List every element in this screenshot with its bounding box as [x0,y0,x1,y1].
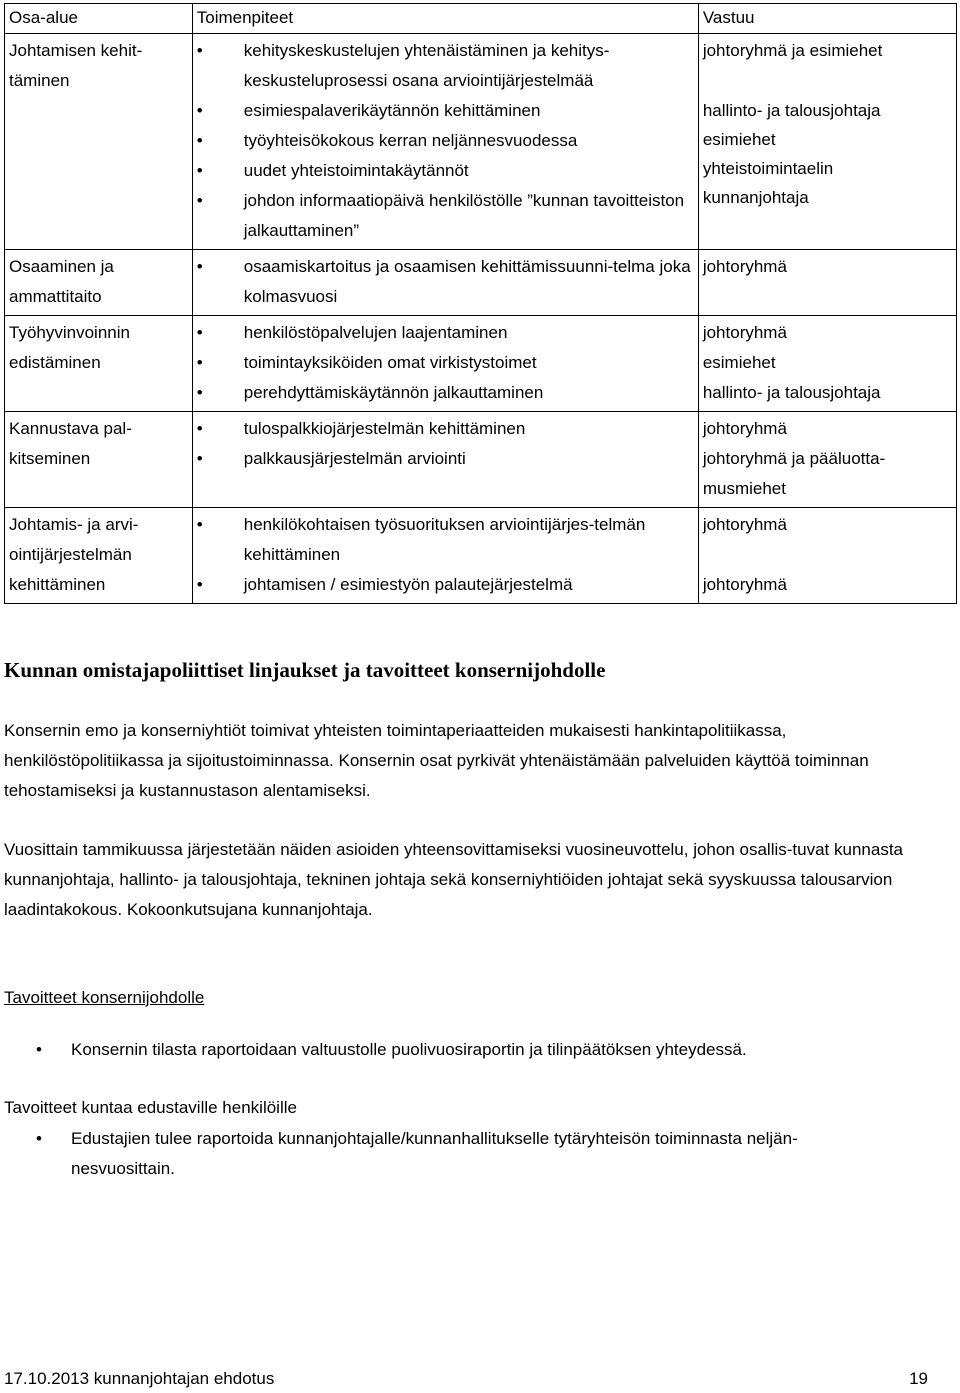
action-item: • henkilöstöpalvelujen laajentaminen [197,318,694,348]
responsible-item: johtoryhmä ja pääluotta-musmiehet [702,449,886,498]
paragraph: Vuosittain tammikuussa järjestetään näiden asioiden yhteensovittamiseksi vuosineuvottelu, johon osallis-tuvat kunnasta kunnanjohtaja, hallinto- ja talousjohtaja, tekninen johtaja sekä konserniyhtiöiden johtajat sekä syyskuussa talousarvion laadintakokous. Kokoonkutsujana kunnanjohtaja. [4,840,903,919]
action-item: • perehdyttämiskäytännön jalkauttaminen [197,378,694,408]
row-area: Osaaminen ja ammattitaito [5,250,193,316]
table-header-row [5,4,957,34]
row-actions [192,412,698,508]
action-item: • esimiespalaverikäytännön kehittäminen [197,96,694,126]
row-responsible [698,412,956,508]
row-responsible [698,250,956,316]
action-item: • osaamiskartoitus ja osaamisen kehittämissuunni-telma joka kolmasvuosi [197,252,694,312]
bullet-item [4,1035,934,1065]
table-row [5,316,957,412]
row-actions [192,250,698,316]
action-item: • toimintayksiköiden omat virkistystoimet [197,348,694,378]
row-actions [192,508,698,604]
responsible-item: kunnanjohtaja [702,188,809,207]
responsible-item: esimiehet [702,353,776,372]
responsible-item: yhteistoimintaelin [702,159,834,178]
responsible-item: johtoryhmä [702,323,787,342]
row-responsible [698,34,956,250]
row-area: Työhyvinvoinnin edistäminen [5,316,193,412]
footer-date: 17.10.2013 kunnanjohtajan ehdotus [4,1369,275,1388]
row-area: Johtamis- ja arvi-ointijärjestelmän kehittäminen [5,508,193,604]
action-item: • johtamisen / esimiestyön palautejärjestelmä [197,570,694,600]
responsible-item: johtoryhmä ja esimiehet [702,41,883,60]
action-item: • tulospalkkiojärjestelmän kehittäminen [197,414,694,444]
header-responsible: Vastuu [698,4,956,34]
row-responsible [698,508,956,604]
action-item: • kehityskeskustelujen yhtenäistäminen ja kehitys-keskusteluprosessi osana arviointijärjestelmää [197,36,694,96]
bullet-text: Edustajien tulee raportoida kunnanjohtajalle/kunnanhallitukselle tytäryhteisön toiminnasta neljän-nesvuosittain. [71,1129,798,1178]
action-item: • henkilökohtaisen työsuorituksen arviointijärjes-telmän kehittäminen [197,510,694,570]
action-item: • työyhteisökokous kerran neljännesvuodessa [197,126,694,156]
bullet-icon: • [36,1129,42,1148]
responsible-item: esimiehet [702,130,776,149]
bullet-text: Konsernin tilasta raportoidaan valtuustolle puolivuosiraportin ja tilinpäätöksen yhteydessä. [71,1040,747,1059]
row-responsible [698,316,956,412]
row-actions [192,34,698,250]
table-row [5,508,957,604]
bullet-item [4,1124,894,1184]
row-actions [192,316,698,412]
section-heading: Kunnan omistajapoliittiset linjaukset ja tavoitteet konsernijohdolle [4,658,606,682]
development-plan-table [4,3,957,604]
subheading: Tavoitteet konsernijohdolle [4,988,205,1007]
header-actions: Toimenpiteet [192,4,698,34]
table-row [5,412,957,508]
row-area: Johtamisen kehit-täminen [5,34,193,250]
responsible-item: johtoryhmä [702,515,787,534]
responsible-item: johtoryhmä [702,419,787,438]
action-item: • johdon informaatiopäivä henkilöstölle ”kunnan tavoitteiston jalkauttaminen” [197,186,694,246]
action-item: • palkkausjärjestelmän arviointi [197,444,694,474]
responsible-item: johtoryhmä [702,257,787,276]
action-item: • uudet yhteistoimintakäytännöt [197,156,694,186]
responsible-item: hallinto- ja talousjohtaja [702,101,881,120]
subheading: Tavoitteet kuntaa edustaville henkilöille [4,1098,297,1117]
table-row [5,34,957,250]
responsible-item: johtoryhmä [702,575,787,594]
page-number: 19 [909,1369,928,1388]
table-row [5,250,957,316]
bullet-icon: • [36,1040,42,1059]
header-area: Osa-alue [5,4,193,34]
row-area: Kannustava pal-kitseminen [5,412,193,508]
responsible-item: hallinto- ja talousjohtaja [702,383,881,402]
paragraph: Konsernin emo ja konserniyhtiöt toimivat yhteisten toimintaperiaatteiden mukaisesti hankintapolitiikassa, henkilöstöpolitiikassa ja sijoitustoiminnassa. Konsernin osat pyrkivät yhtenäistämään palveluiden käyttöä toiminnan tehostamiseksi ja kustannustason alentamiseksi. [4,721,869,800]
